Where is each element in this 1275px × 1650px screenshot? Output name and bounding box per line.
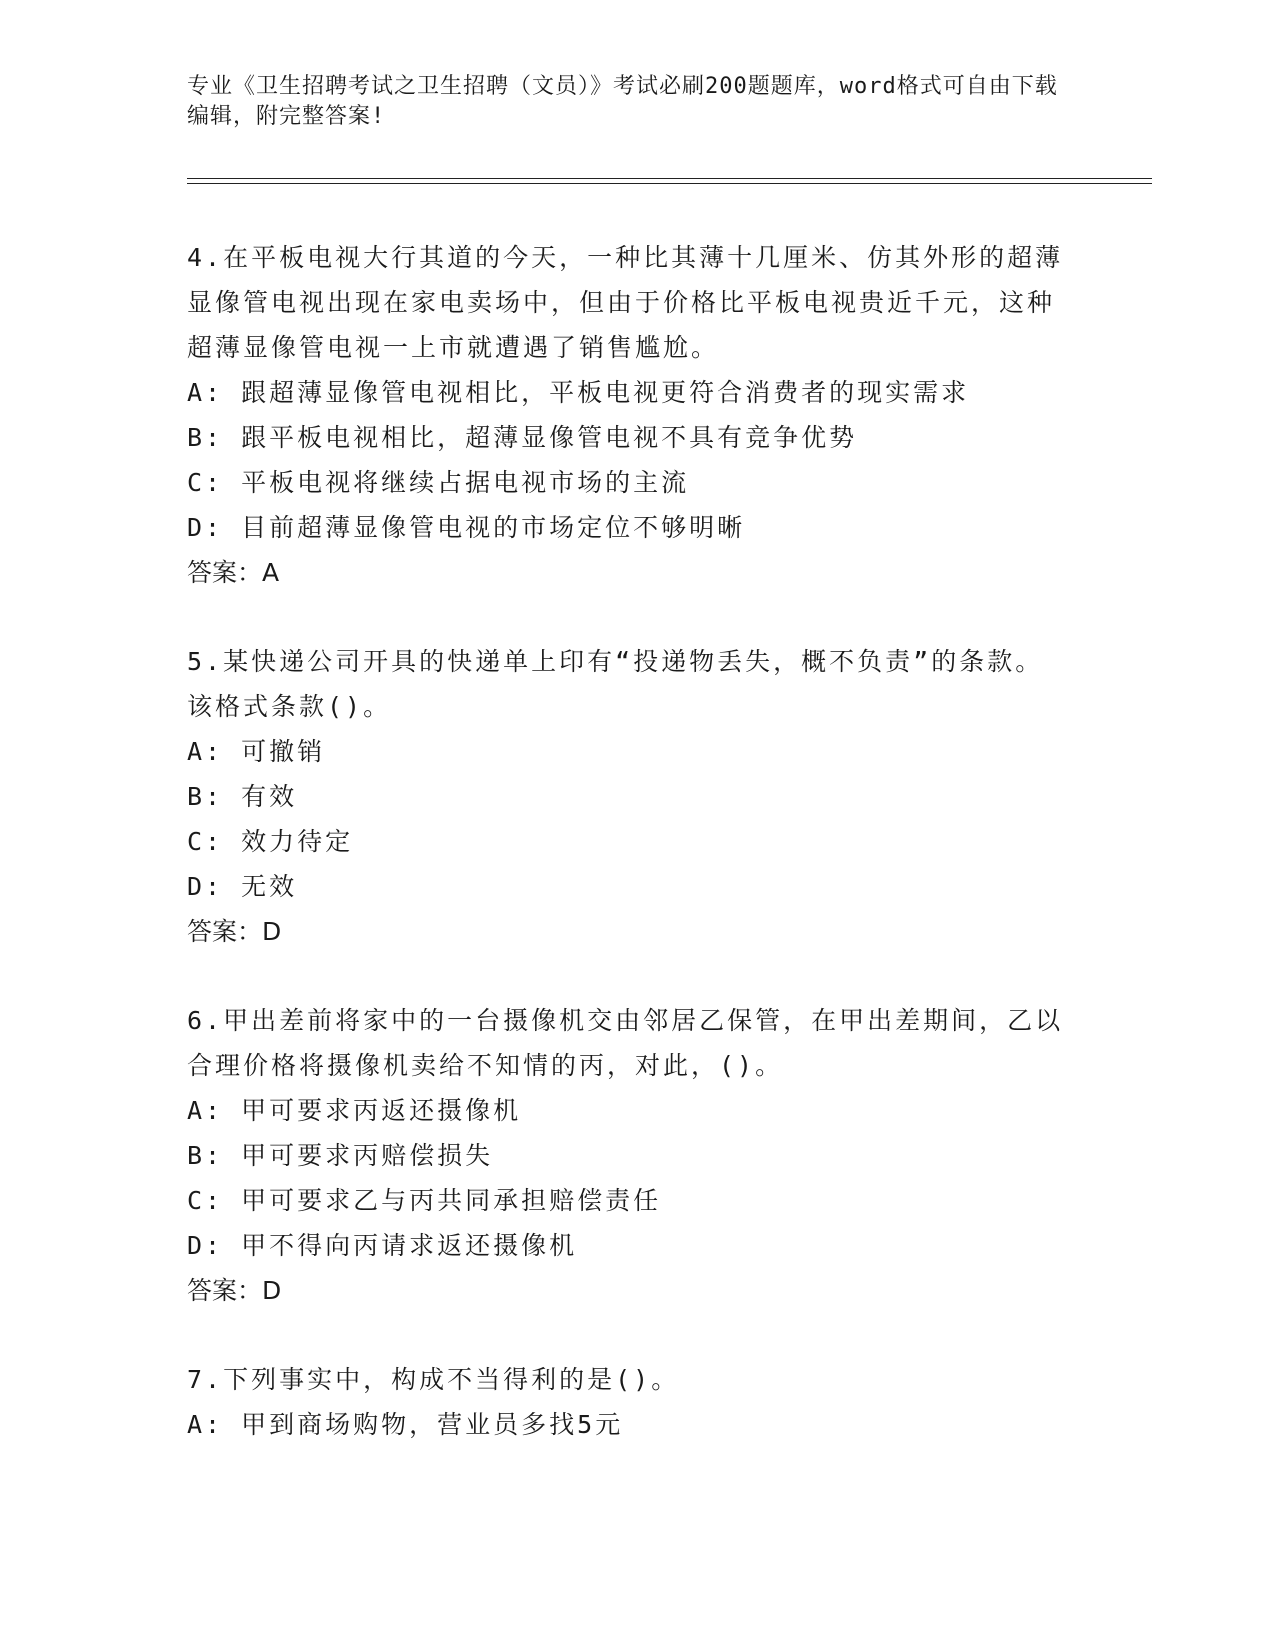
option-b [187,774,1067,819]
option-text: 效力待定 [241,827,354,856]
answer-line: 答案：D [187,1276,282,1305]
option-text: 无效 [241,872,298,901]
option-text: 甲可要求丙赔偿损失 [241,1141,494,1170]
option-d [187,505,1067,550]
option-c [187,819,1067,864]
option-text: 目前超薄显像管电视的市场定位不够明晰 [241,513,746,542]
option-text: 可撤销 [241,737,326,766]
option-text: 平板电视将继续占据电视市场的主流 [241,468,690,497]
question-text: 7.下列事实中，构成不当得利的是()。 [187,1365,680,1394]
header-rule-top [187,178,1152,179]
question-item [187,639,1067,954]
option-key: B: [187,782,224,811]
document-header: 专业《卫生招聘考试之卫生招聘（文员）》考试必刷200题题库，word格式可自由下载编辑，附完整答案! [187,74,1058,129]
option-text: 跟平板电视相比，超薄显像管电视不具有竞争优势 [241,423,858,452]
option-a [187,729,1067,774]
option-a [187,1402,1067,1447]
question-list [187,235,1067,1491]
option-key: A: [187,378,224,407]
question-item [187,1357,1067,1447]
question-item [187,998,1067,1313]
question-item [187,235,1067,595]
option-text: 跟超薄显像管电视相比，平板电视更符合消费者的现实需求 [241,378,970,407]
option-text: 甲到商场购物，营业员多找5元 [241,1410,624,1439]
option-key: C: [187,827,224,856]
option-text: 有效 [241,782,298,811]
option-c [187,460,1067,505]
option-a [187,1088,1067,1133]
option-key: B: [187,1141,224,1170]
option-key: A: [187,1096,224,1125]
option-key: A: [187,737,224,766]
question-text: 4.在平板电视大行其道的今天，一种比其薄十几厘米、仿其外形的超薄显像管电视出现在家电卖场中，但由于价格比平板电视贵近千元，这种超薄显像管电视一上市就遭遇了销售尴尬。 [187,243,1064,362]
option-key: D: [187,513,224,542]
option-key: C: [187,468,224,497]
option-b [187,1133,1067,1178]
option-c [187,1178,1067,1223]
answer-line: 答案：A [187,558,280,587]
option-b [187,415,1067,460]
option-text: 甲不得向丙请求返还摄像机 [241,1231,578,1260]
question-text: 6.甲出差前将家中的一台摄像机交由邻居乙保管，在甲出差期间，乙以合理价格将摄像机卖给不知情的丙，对此，()。 [187,1006,1064,1080]
option-key: D: [187,1231,224,1260]
option-text: 甲可要求乙与丙共同承担赔偿责任 [241,1186,662,1215]
option-text: 甲可要求丙返还摄像机 [241,1096,522,1125]
option-d [187,864,1067,909]
option-key: D: [187,872,224,901]
option-key: A: [187,1410,224,1439]
option-key: C: [187,1186,224,1215]
answer-line: 答案：D [187,917,282,946]
question-text: 5.某快递公司开具的快递单上印有“投递物丢失，概不负责”的条款。该格式条款()。 [187,647,1044,721]
header-rule-bottom [187,183,1152,184]
option-key: B: [187,423,224,452]
option-a [187,370,1067,415]
option-d [187,1223,1067,1268]
